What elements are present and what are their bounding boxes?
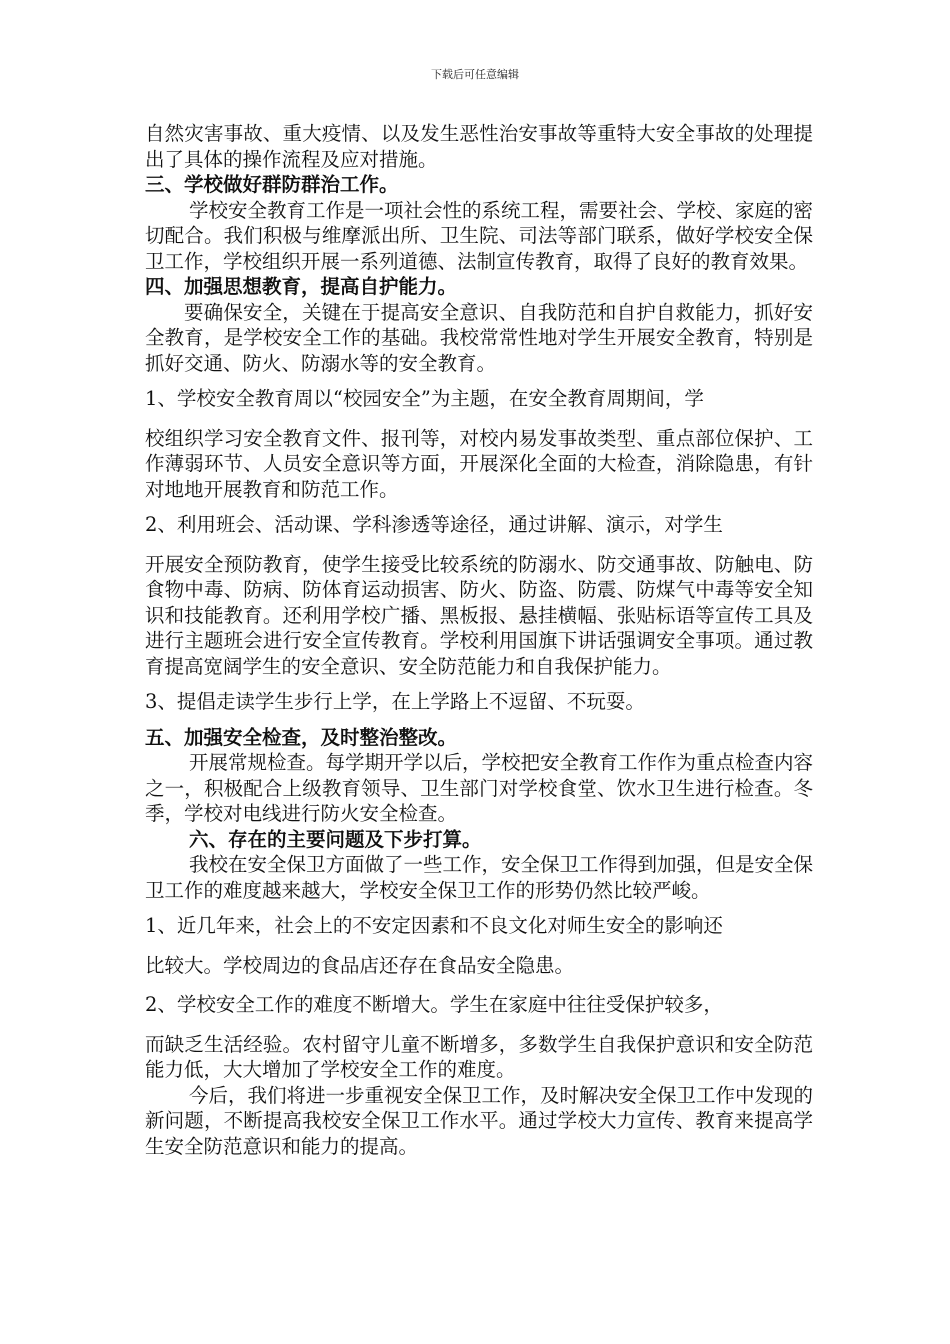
list-item: 3、提倡走读学生步行上学，在上学路上不逗留、不玩耍。 [145,690,645,713]
page-header: 下载后可任意编辑 [431,68,519,81]
paragraph: 而缺乏生活经验。农村留守儿童不断增多，多数学生自我保护意识和安全防范能力低，大大增加了学校安全工作的难度。 [145,1032,813,1081]
paragraph: 自然灾害事故、重大疫情、以及发生恶性治安事故等重特大安全事故的处理提出了具体的操作流程及应对措施。 [145,122,813,171]
section-heading: 三、学校做好群防群治工作。 [145,173,399,196]
paragraph: 学校安全教育工作是一项社会性的系统工程，需要社会、学校、家庭的密切配合。我们积极与维摩派出所、卫生院、司法等部门联系，做好学校安全保卫工作，学校组织开展一系列道德、法制宣传教育，取得了良好的教育效果。 [145,198,814,273]
section-heading: 四、加强思想教育，提高自护能力。 [145,275,458,298]
section-heading: 五、加强安全检查，及时整治整改。 [145,725,458,749]
list-item-lead: 2、学校安全工作的难度不断增大。学生在家庭中往往受保护较多， [145,993,723,1016]
document-body [145,121,813,1159]
section-heading: 六、存在的主要问题及下步打算。 [189,827,482,851]
paragraph: 我校在安全保卫方面做了一些工作，安全保卫工作得到加强，但是安全保卫工作的难度越来越大，学校安全保卫工作的形势仍然比较严峻。 [145,853,814,902]
list-item-lead: 1、近几年来，社会上的不安定因素和不良文化对师生安全的影响还 [145,914,723,937]
paragraph: 校组织学习安全教育文件、报刊等，对校内易发事故类型、重点部位保护、工作薄弱环节、人员安全意识等方面，开展深化全面的大检查，消除隐患，有针对地地开展教育和防范工作。 [145,426,813,501]
paragraph: 今后，我们将进一步重视安全保卫工作，及时解决安全保卫工作中发现的新问题，不断提高我校安全保卫工作水平。通过学校大力宣传、教育来提高学生安全防范意识和能力的提高。 [145,1083,814,1158]
list-item-lead: 1、学校安全教育周以“校园安全”为主题，在安全教育周期间，学 [145,387,704,410]
list-item-lead: 2、利用班会、活动课、学科渗透等途径，通过讲解、演示，对学生 [145,513,723,536]
paragraph: 开展常规检查。每学期开学以后，学校把安全教育工作作为重点检查内容之一，积极配合上级教育领导、卫生部门对学校食堂、饮水卫生进行检查。冬季，学校对电线进行防火安全检查。 [145,751,814,825]
paragraph: 比较大。学校周边的食品店还存在食品安全隐患。 [145,953,575,977]
paragraph: 要确保安全，关键在于提高安全意识、自我防范和自护自救能力，抓好安全教育，是学校安全工作的基础。我校常常性地对学生开展安全教育，特别是抓好交通、防火、防溺水等的安全教育。 [145,300,813,375]
paragraph: 开展安全预防教育，使学生接受比较系统的防溺水、防交通事故、防触电、防食物中毒、防病、防体育运动损害、防火、防盗、防震、防煤气中毒等安全知识和技能教育。还利用学校广播、黑板报、悬挂横幅、张贴标语等宣传工具及进行主题班会进行安全宣传教育。学校利用国旗下讲话强调安全事项。通过教育提高宽阔学生的安全意识、安全防范能力和自我保护能力。 [145,552,813,678]
